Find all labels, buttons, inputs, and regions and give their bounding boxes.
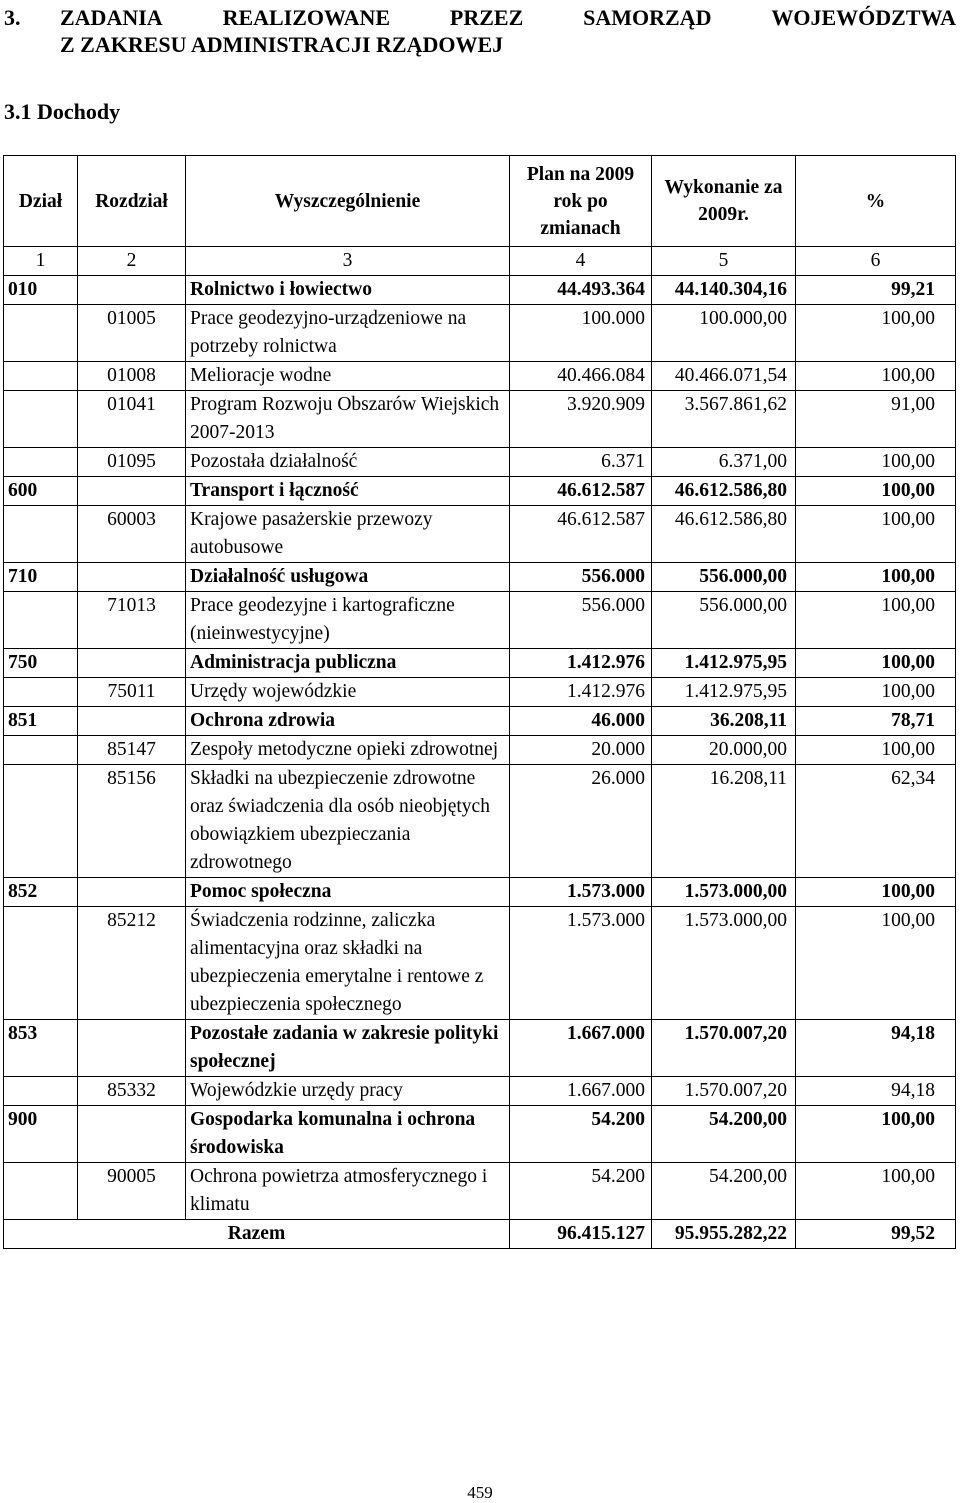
cell-plan: 1.667.000 — [510, 1020, 652, 1077]
cell-dzial — [4, 907, 78, 1020]
cell-wykonanie: 16.208,11 — [652, 765, 796, 878]
cell-plan: 46.612.587 — [510, 477, 652, 506]
cell-plan: 44.493.364 — [510, 276, 652, 305]
header-procent: % — [796, 156, 956, 247]
cell-procent: 100,00 — [796, 1106, 956, 1163]
cell-rozdzial — [78, 878, 186, 907]
cell-plan: 556.000 — [510, 592, 652, 649]
cell-rozdzial: 01095 — [78, 448, 186, 477]
cell-procent: 100,00 — [796, 1163, 956, 1220]
total-plan: 96.415.127 — [510, 1220, 652, 1249]
cell-plan: 1.412.976 — [510, 678, 652, 707]
cell-plan: 54.200 — [510, 1163, 652, 1220]
column-number-row — [4, 247, 956, 276]
cell-wyszczegolnienie: Rolnictwo i łowiectwo — [186, 276, 510, 305]
section-heading-line1 — [60, 4, 956, 31]
cell-plan: 26.000 — [510, 765, 652, 878]
cell-plan: 1.573.000 — [510, 907, 652, 1020]
cell-rozdzial: 71013 — [78, 592, 186, 649]
total-label: Razem — [4, 1220, 510, 1249]
table-row-dzial — [4, 477, 956, 506]
cell-rozdzial: 85147 — [78, 736, 186, 765]
cell-procent: 94,18 — [796, 1077, 956, 1106]
table-row-rozdzial — [4, 592, 956, 649]
cell-rozdzial: 85332 — [78, 1077, 186, 1106]
cell-plan: 6.371 — [510, 448, 652, 477]
cell-wykonanie: 54.200,00 — [652, 1163, 796, 1220]
table-row-dzial — [4, 563, 956, 592]
cell-rozdzial: 01005 — [78, 305, 186, 362]
table-row-rozdzial — [4, 391, 956, 448]
section-number: 3. — [4, 5, 21, 30]
cell-rozdzial — [78, 477, 186, 506]
table-row-rozdzial — [4, 1077, 956, 1106]
table-row-rozdzial — [4, 506, 956, 563]
cell-plan: 1.573.000 — [510, 878, 652, 907]
heading-word: ZADANIA — [60, 5, 163, 30]
cell-dzial: 900 — [4, 1106, 78, 1163]
cell-procent: 100,00 — [796, 736, 956, 765]
cell-dzial — [4, 1163, 78, 1220]
cell-dzial: 853 — [4, 1020, 78, 1077]
cell-rozdzial — [78, 1106, 186, 1163]
cell-procent: 100,00 — [796, 878, 956, 907]
cell-wykonanie: 54.200,00 — [652, 1106, 796, 1163]
column-number: 3 — [186, 247, 510, 276]
cell-plan: 40.466.084 — [510, 362, 652, 391]
cell-wyszczegolnienie: Gospodarka komunalna i ochrona środowiska — [186, 1106, 510, 1163]
cell-rozdzial — [78, 276, 186, 305]
cell-wykonanie: 1.570.007,20 — [652, 1020, 796, 1077]
cell-wyszczegolnienie: Prace geodezyjno-urządzeniowe na potrzeby rolnictwa — [186, 305, 510, 362]
cell-wykonanie: 556.000,00 — [652, 563, 796, 592]
column-number: 5 — [652, 247, 796, 276]
cell-procent: 94,18 — [796, 1020, 956, 1077]
table-row-dzial — [4, 276, 956, 305]
cell-plan: 1.667.000 — [510, 1077, 652, 1106]
table-row-rozdzial — [4, 907, 956, 1020]
cell-procent: 100,00 — [796, 477, 956, 506]
cell-rozdzial — [78, 707, 186, 736]
column-number: 1 — [4, 247, 78, 276]
cell-wyszczegolnienie: Zespoły metodyczne opieki zdrowotnej — [186, 736, 510, 765]
cell-rozdzial: 01008 — [78, 362, 186, 391]
cell-procent: 100,00 — [796, 362, 956, 391]
cell-wykonanie: 1.573.000,00 — [652, 907, 796, 1020]
cell-dzial — [4, 592, 78, 649]
cell-wykonanie: 1.573.000,00 — [652, 878, 796, 907]
cell-wykonanie: 40.466.071,54 — [652, 362, 796, 391]
cell-wyszczegolnienie: Administracja publiczna — [186, 649, 510, 678]
income-table — [3, 155, 956, 1249]
table-row-rozdzial — [4, 448, 956, 477]
header-dzial: Dział — [4, 156, 78, 247]
cell-wykonanie: 3.567.861,62 — [652, 391, 796, 448]
cell-wyszczegolnienie: Ochrona powietrza atmosferycznego i klimatu — [186, 1163, 510, 1220]
cell-plan: 556.000 — [510, 563, 652, 592]
cell-procent: 100,00 — [796, 563, 956, 592]
cell-dzial: 750 — [4, 649, 78, 678]
cell-wykonanie: 44.140.304,16 — [652, 276, 796, 305]
table-row-dzial — [4, 1020, 956, 1077]
cell-wyszczegolnienie: Pozostałe zadania w zakresie polityki społecznej — [186, 1020, 510, 1077]
table-body — [4, 276, 956, 1220]
table-row-rozdzial — [4, 1163, 956, 1220]
cell-dzial — [4, 362, 78, 391]
cell-plan: 54.200 — [510, 1106, 652, 1163]
cell-procent: 78,71 — [796, 707, 956, 736]
cell-wykonanie: 100.000,00 — [652, 305, 796, 362]
cell-procent: 99,21 — [796, 276, 956, 305]
cell-dzial — [4, 1077, 78, 1106]
subsection-heading: 3.1 Dochody — [4, 99, 121, 124]
heading-word: SAMORZĄD — [583, 5, 712, 30]
cell-wyszczegolnienie: Wojewódzkie urzędy pracy — [186, 1077, 510, 1106]
total-procent: 99,52 — [796, 1220, 956, 1249]
table-row-rozdzial — [4, 362, 956, 391]
cell-wyszczegolnienie: Prace geodezyjne i kartograficzne (nieinwestycyjne) — [186, 592, 510, 649]
table-row-rozdzial — [4, 765, 956, 878]
table-row-dzial — [4, 649, 956, 678]
cell-procent: 100,00 — [796, 448, 956, 477]
cell-dzial: 600 — [4, 477, 78, 506]
cell-dzial: 851 — [4, 707, 78, 736]
column-number: 4 — [510, 247, 652, 276]
cell-rozdzial: 01041 — [78, 391, 186, 448]
cell-dzial: 710 — [4, 563, 78, 592]
cell-dzial — [4, 305, 78, 362]
cell-wyszczegolnienie: Transport i łączność — [186, 477, 510, 506]
total-row — [4, 1220, 956, 1249]
header-plan: Plan na 2009 rok po zmianach — [510, 156, 652, 247]
cell-rozdzial — [78, 649, 186, 678]
cell-dzial: 852 — [4, 878, 78, 907]
cell-wykonanie: 20.000,00 — [652, 736, 796, 765]
cell-procent: 100,00 — [796, 592, 956, 649]
cell-wykonanie: 46.612.586,80 — [652, 477, 796, 506]
cell-procent: 100,00 — [796, 678, 956, 707]
cell-rozdzial: 85212 — [78, 907, 186, 1020]
cell-procent: 100,00 — [796, 907, 956, 1020]
cell-wyszczegolnienie: Działalność usługowa — [186, 563, 510, 592]
column-number: 6 — [796, 247, 956, 276]
cell-wykonanie: 556.000,00 — [652, 592, 796, 649]
cell-procent: 100,00 — [796, 305, 956, 362]
cell-rozdzial: 90005 — [78, 1163, 186, 1220]
cell-rozdzial: 75011 — [78, 678, 186, 707]
cell-wykonanie: 1.412.975,95 — [652, 678, 796, 707]
cell-wykonanie: 36.208,11 — [652, 707, 796, 736]
table-row-rozdzial — [4, 678, 956, 707]
cell-dzial — [4, 736, 78, 765]
section-heading — [4, 4, 956, 58]
cell-wyszczegolnienie: Składki na ubezpieczenie zdrowotne oraz świadczenia dla osób nieobjętych obowiązkiem ubezpieczania zdrowotnego — [186, 765, 510, 878]
cell-wykonanie: 1.412.975,95 — [652, 649, 796, 678]
cell-wyszczegolnienie: Świadczenia rodzinne, zaliczka alimentacyjna oraz składki na ubezpieczenia emerytalne i rentowe z ubezpieczenia społecznego — [186, 907, 510, 1020]
cell-dzial — [4, 678, 78, 707]
cell-dzial: 010 — [4, 276, 78, 305]
cell-plan: 46.612.587 — [510, 506, 652, 563]
cell-plan: 20.000 — [510, 736, 652, 765]
table-row-dzial — [4, 1106, 956, 1163]
cell-wyszczegolnienie: Melioracje wodne — [186, 362, 510, 391]
page-number: 459 — [467, 1483, 493, 1502]
cell-wyszczegolnienie: Program Rozwoju Obszarów Wiejskich 2007-2013 — [186, 391, 510, 448]
column-number: 2 — [78, 247, 186, 276]
section-heading-line2: Z ZAKRESU ADMINISTRACJI RZĄDOWEJ — [60, 32, 504, 57]
cell-rozdzial: 60003 — [78, 506, 186, 563]
cell-dzial — [4, 391, 78, 448]
cell-wykonanie: 6.371,00 — [652, 448, 796, 477]
cell-dzial — [4, 506, 78, 563]
cell-wyszczegolnienie: Urzędy wojewódzkie — [186, 678, 510, 707]
heading-word: PRZEZ — [449, 5, 524, 30]
table-row-dzial — [4, 707, 956, 736]
cell-procent: 100,00 — [796, 649, 956, 678]
cell-wyszczegolnienie: Pomoc społeczna — [186, 878, 510, 907]
table-row-dzial — [4, 878, 956, 907]
table-row-rozdzial — [4, 305, 956, 362]
cell-dzial — [4, 448, 78, 477]
cell-wyszczegolnienie: Pozostała działalność — [186, 448, 510, 477]
header-rozdzial: Rozdział — [78, 156, 186, 247]
cell-rozdzial — [78, 1020, 186, 1077]
header-wyszczegolnienie: Wyszczególnienie — [186, 156, 510, 247]
heading-word: REALIZOWANE — [222, 5, 391, 30]
cell-wykonanie: 1.570.007,20 — [652, 1077, 796, 1106]
cell-dzial — [4, 765, 78, 878]
cell-plan: 1.412.976 — [510, 649, 652, 678]
cell-plan: 46.000 — [510, 707, 652, 736]
cell-plan: 3.920.909 — [510, 391, 652, 448]
cell-procent: 100,00 — [796, 506, 956, 563]
cell-rozdzial: 85156 — [78, 765, 186, 878]
table-row-rozdzial — [4, 736, 956, 765]
cell-wyszczegolnienie: Krajowe pasażerskie przewozy autobusowe — [186, 506, 510, 563]
cell-wyszczegolnienie: Ochrona zdrowia — [186, 707, 510, 736]
cell-wykonanie: 46.612.586,80 — [652, 506, 796, 563]
cell-plan: 100.000 — [510, 305, 652, 362]
cell-procent: 91,00 — [796, 391, 956, 448]
total-wykonanie: 95.955.282,22 — [652, 1220, 796, 1249]
header-wykonanie: Wykonanie za 2009r. — [652, 156, 796, 247]
heading-word: WOJEWÓDZTWA — [771, 5, 956, 30]
cell-rozdzial — [78, 563, 186, 592]
table-header-row — [4, 156, 956, 247]
cell-procent: 62,34 — [796, 765, 956, 878]
